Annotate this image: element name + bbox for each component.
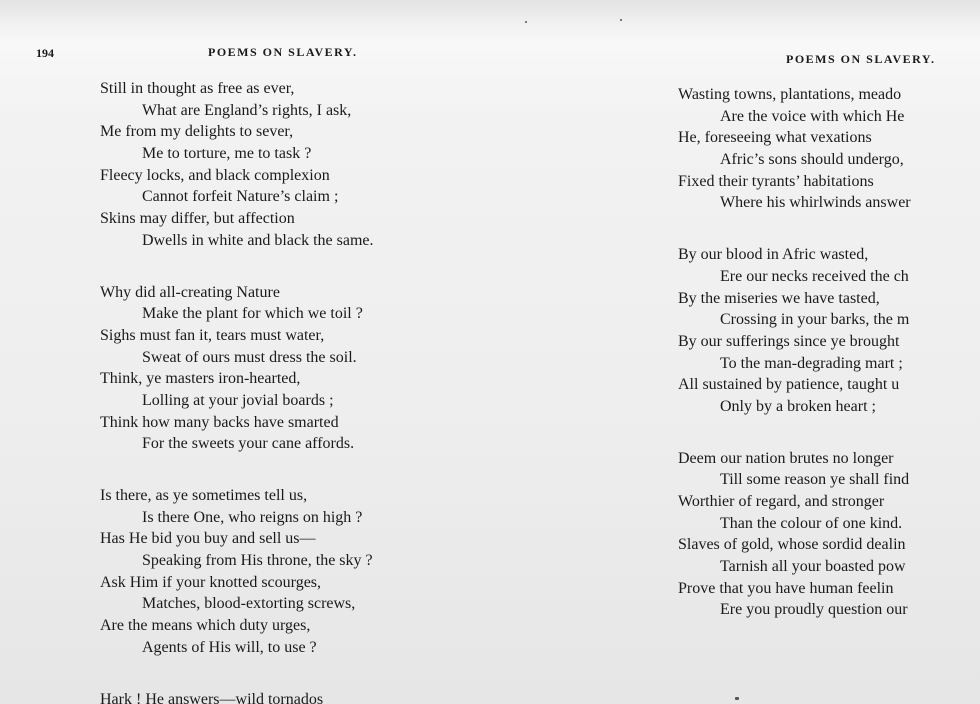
verse-line: Prove that you have human feelin bbox=[678, 579, 894, 597]
scan-speck bbox=[620, 19, 622, 21]
verse-line: For the sweets your cane affords. bbox=[142, 435, 355, 453]
verse-line: Sighs must fan it, tears must water, bbox=[100, 326, 325, 344]
verse-line: Only by a broken heart ; bbox=[720, 397, 876, 415]
verse-line: Still in thought as free as ever, bbox=[100, 80, 295, 97]
verse-line: Me from my delights to sever, bbox=[100, 123, 294, 141]
verse-line: Why did all-creating Nature bbox=[100, 283, 280, 301]
verse-line: Sweat of ours must dress the soil. bbox=[142, 348, 357, 366]
scan-speck bbox=[525, 21, 527, 23]
verse-line: Tarnish all your boasted pow bbox=[720, 558, 906, 576]
stanza bbox=[678, 84, 911, 214]
verse-line: Agents of His will, to use ? bbox=[142, 638, 317, 656]
verse-line: Deem our nation brutes no longer bbox=[678, 449, 894, 467]
verse-line: Lolling at your jovial boards ; bbox=[142, 391, 334, 409]
scan-speck bbox=[735, 697, 739, 700]
verse-line: Afric’s sons should undergo, bbox=[720, 151, 904, 169]
verse-line: By our sufferings since ye brought bbox=[678, 332, 900, 350]
verse-line: Cannot forfeit Nature’s claim ; bbox=[142, 188, 339, 206]
verse-line: Skins may differ, but affection bbox=[100, 210, 295, 228]
verse-line: Are the voice with which He bbox=[720, 107, 905, 125]
stanza bbox=[678, 448, 911, 622]
verse-line: Fleecy locks, and black complexion bbox=[100, 166, 330, 184]
verse-line: Hark ! He answers—wild tornados bbox=[100, 690, 324, 704]
verse-line: Make the plant for which we toil ? bbox=[142, 305, 363, 323]
verse-line: Worthier of regard, and stronger bbox=[678, 493, 885, 510]
verse-line: Dwells in white and black the same. bbox=[142, 231, 374, 249]
page-number: 194 bbox=[36, 46, 54, 60]
verse-line: Are the means which duty urges, bbox=[100, 617, 311, 635]
verse-line: What are England’s rights, I ask, bbox=[142, 101, 352, 119]
verse-line: Ask Him if your knotted scourges, bbox=[100, 573, 322, 591]
verse-line: Has He bid you buy and sell us— bbox=[100, 530, 316, 548]
verse-line: Fixed their tyrants’ habitations bbox=[678, 172, 874, 190]
verse-line: Speaking from His throne, the sky ? bbox=[142, 552, 373, 570]
verse-line: Ere our necks received the ch bbox=[720, 267, 909, 285]
verse-line: By our blood in Afric wasted, bbox=[678, 246, 869, 264]
running-head-right: POEMS ON SLAVERY. bbox=[786, 52, 936, 66]
verse-line: By the miseries we have tasted, bbox=[678, 289, 880, 307]
stanza bbox=[678, 244, 911, 418]
verse-line: Till some reason ye shall find bbox=[720, 471, 910, 489]
verse-line: Think how many backs have smarted bbox=[100, 413, 339, 431]
verse-line: Think, ye masters iron-hearted, bbox=[100, 370, 301, 388]
verse-line: Crossing in your barks, the m bbox=[720, 311, 910, 329]
verse-line: Slaves of gold, whose sordid dealin bbox=[678, 536, 906, 554]
verse-line: Ere you proudly question our bbox=[720, 601, 908, 619]
poem-left bbox=[100, 78, 374, 704]
verse-line: Than the colour of one kind. bbox=[720, 514, 903, 532]
stanza bbox=[100, 689, 374, 704]
right-page bbox=[660, 0, 980, 704]
running-head-left: POEMS ON SLAVERY. bbox=[208, 45, 358, 59]
verse-line: Is there, as ye sometimes tell us, bbox=[100, 487, 308, 504]
verse-line: To the man-degrading mart ; bbox=[720, 354, 903, 372]
poem-right bbox=[678, 84, 911, 651]
stanza bbox=[100, 282, 374, 456]
verse-line: Wasting towns, plantations, meado bbox=[678, 86, 902, 103]
verse-line: Matches, blood-extorting screws, bbox=[142, 595, 356, 613]
verse-line: He, foreseeing what vexations bbox=[678, 129, 872, 147]
verse-line: Where his whirlwinds answer bbox=[720, 194, 911, 212]
verse-line: Is there One, who reigns on high ? bbox=[142, 508, 363, 526]
verse-line: All sustained by patience, taught u bbox=[678, 376, 900, 394]
stanza bbox=[100, 78, 374, 252]
stanza bbox=[100, 485, 374, 659]
verse-line: Me to torture, me to task ? bbox=[142, 145, 312, 163]
